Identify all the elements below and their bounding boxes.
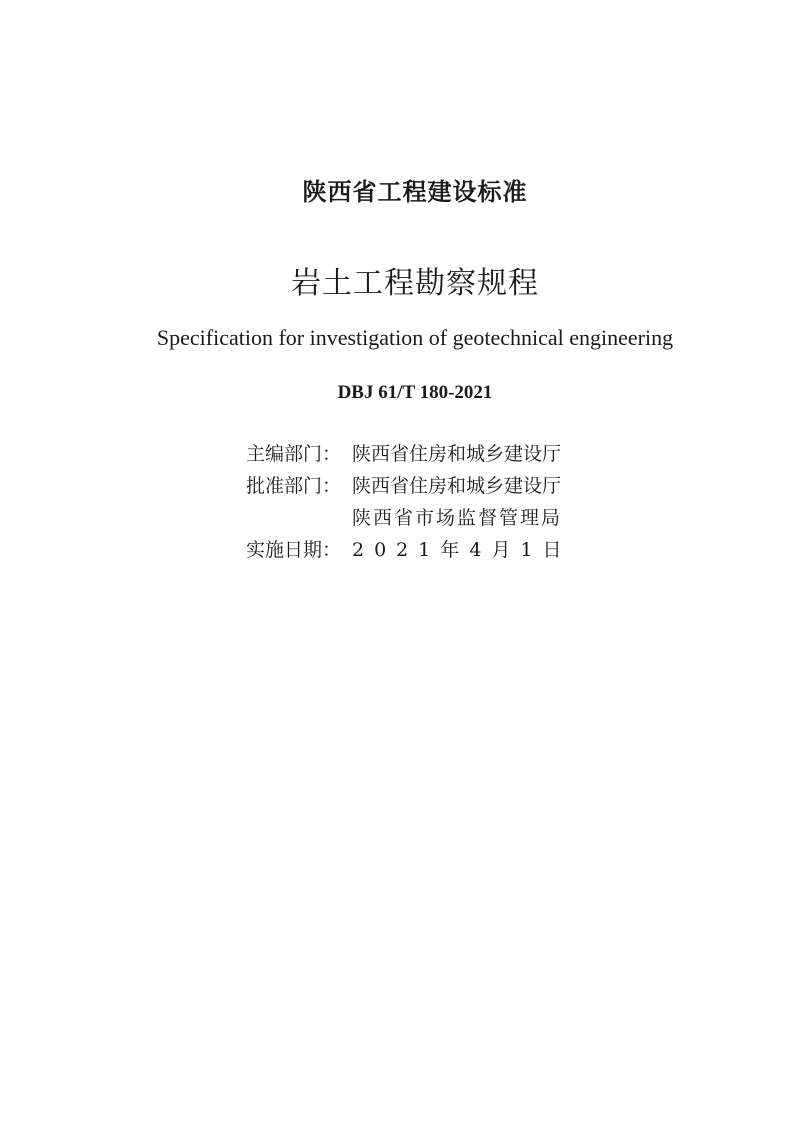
english-title: Specification for investigation of geotechnical engineering (156, 325, 674, 350)
date-label: 实施日期： (246, 539, 342, 561)
editor-label: 主编部门： (246, 443, 342, 465)
approver-row-2 (246, 502, 572, 534)
approver-label: 批准部门： (246, 475, 342, 497)
info-block (246, 438, 572, 566)
standard-code: DBJ 61/T 180-2021 (337, 382, 493, 403)
approver-value-1: 陕西省住房和城乡建设厅 (352, 475, 562, 497)
approver-row (246, 470, 572, 502)
editor-row (246, 438, 572, 470)
document-title: 岩土工程勘察规程 (291, 266, 539, 301)
approver-value-2: 陕西省市场监督管理局 (352, 507, 563, 529)
date-row (246, 534, 572, 566)
series-title: 陕西省工程建设标准 (302, 178, 528, 206)
editor-value: 陕西省住房和城乡建设厅 (352, 443, 562, 465)
date-value: 2021年4月1日 (352, 539, 572, 561)
